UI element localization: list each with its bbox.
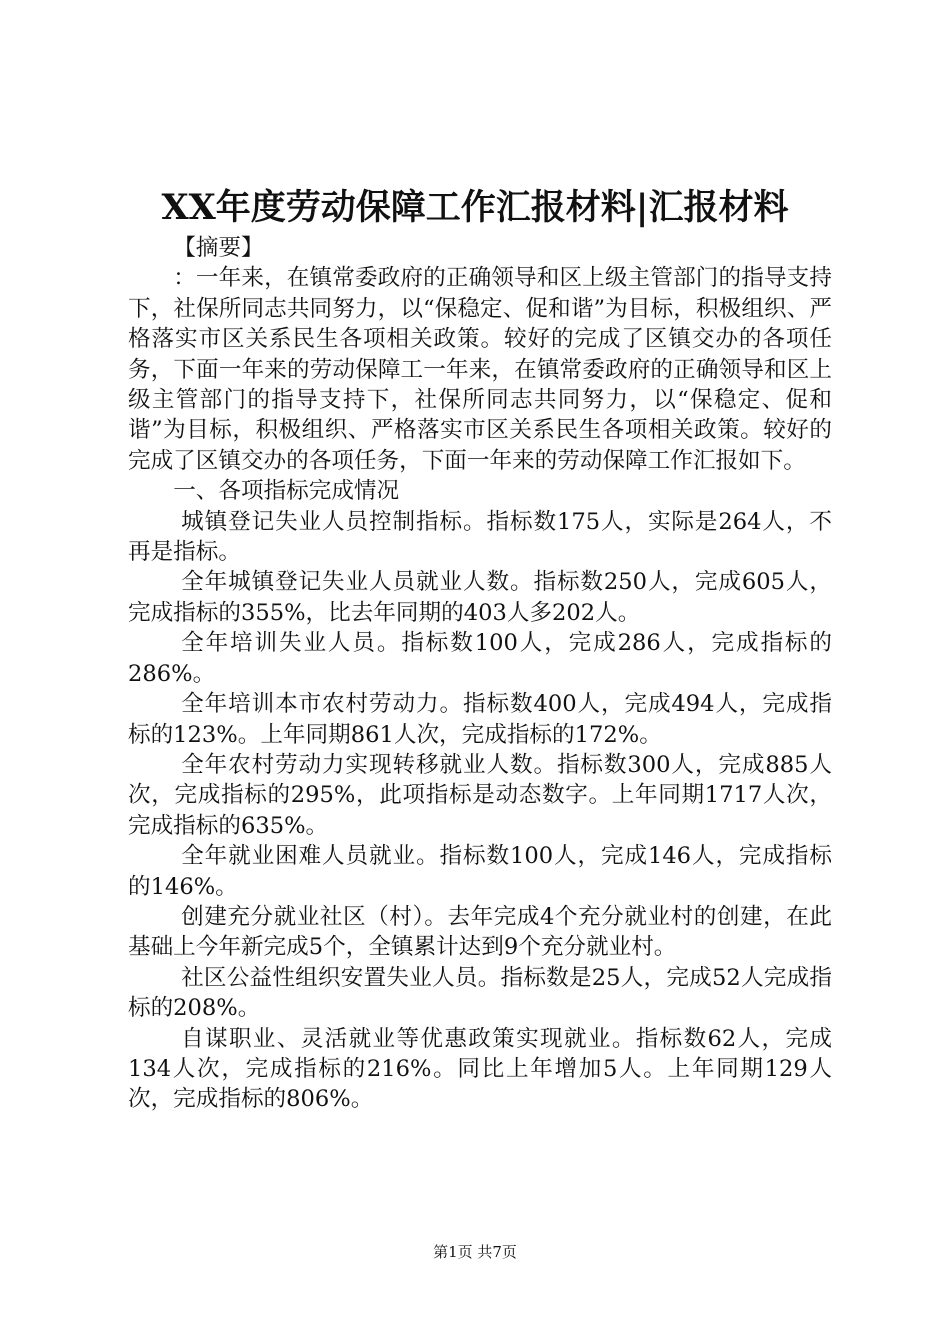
paragraph-item: 社区公益性组织安置失业人员。指标数是25人，完成52人完成指标的208%。 bbox=[128, 964, 832, 1022]
paragraph-item: 全年培训失业人员。指标数100人，完成286人，完成指标的286%。 bbox=[128, 630, 832, 687]
paragraph-item: 自谋职业、灵活就业等优惠政策实现就业。指标数62人，完成134人次，完成指标的216%。同比上年增加5人。上年同期129人次，完成指标的806%。 bbox=[128, 1025, 832, 1113]
paragraph-item: 全年就业困难人员就业。指标数100人，完成146人，完成指标的146%。 bbox=[128, 843, 832, 900]
paragraph-item: 全年培训本市农村劳动力。指标数400人，完成494人，完成指标的123%。上年同期861人次，完成指标的172%。 bbox=[128, 691, 832, 748]
page-number-footer: 第1页 共7页 bbox=[433, 1243, 517, 1261]
paragraph-item: 城镇登记失业人员控制指标。指标数175人，实际是264人，不再是指标。 bbox=[128, 508, 832, 566]
paragraph-item: 创建充分就业社区（村）。去年完成4个充分就业村的创建，在此基础上今年新完成5个，全镇累计达到9个充分就业村。 bbox=[128, 903, 832, 961]
document-title: XX年度劳动保障工作汇报材料|汇报材料 bbox=[161, 187, 789, 228]
paragraph-item: 全年农村劳动力实现转移就业人数。指标数300人，完成885人次，完成指标的295%，此项指标是动态数字。上年同期1717人次，完成指标的635%。 bbox=[128, 751, 832, 839]
document-body bbox=[128, 233, 832, 1115]
paragraph-intro: ：一年来，在镇常委政府的正确领导和区上级主管部门的指导支持下，社保所同志共同努力，以“保稳定、促和谐”为目标，积极组织、严格落实市区关系民生各项相关政策。较好的完成了区镇交办的各项任务，下面一年来的劳动保障工一年来，在镇常委政府的正确领导和区上级主管部门的指导支持下，社保所同志共同努力，以“保稳定、促和谐”为目标，积极组织、严格落实市区关系民生各项相关政策。较好的完成了区镇交办的各项任务，下面一年来的劳动保障工作汇报如下。 bbox=[128, 265, 832, 474]
paragraph-item: 全年城镇登记失业人员就业人数。指标数250人，完成605人，完成指标的355%，比去年同期的403人多202人。 bbox=[128, 569, 832, 626]
section-heading: 一、各项指标完成情况 bbox=[173, 478, 400, 505]
abstract-label: 【摘要】 bbox=[173, 235, 264, 261]
